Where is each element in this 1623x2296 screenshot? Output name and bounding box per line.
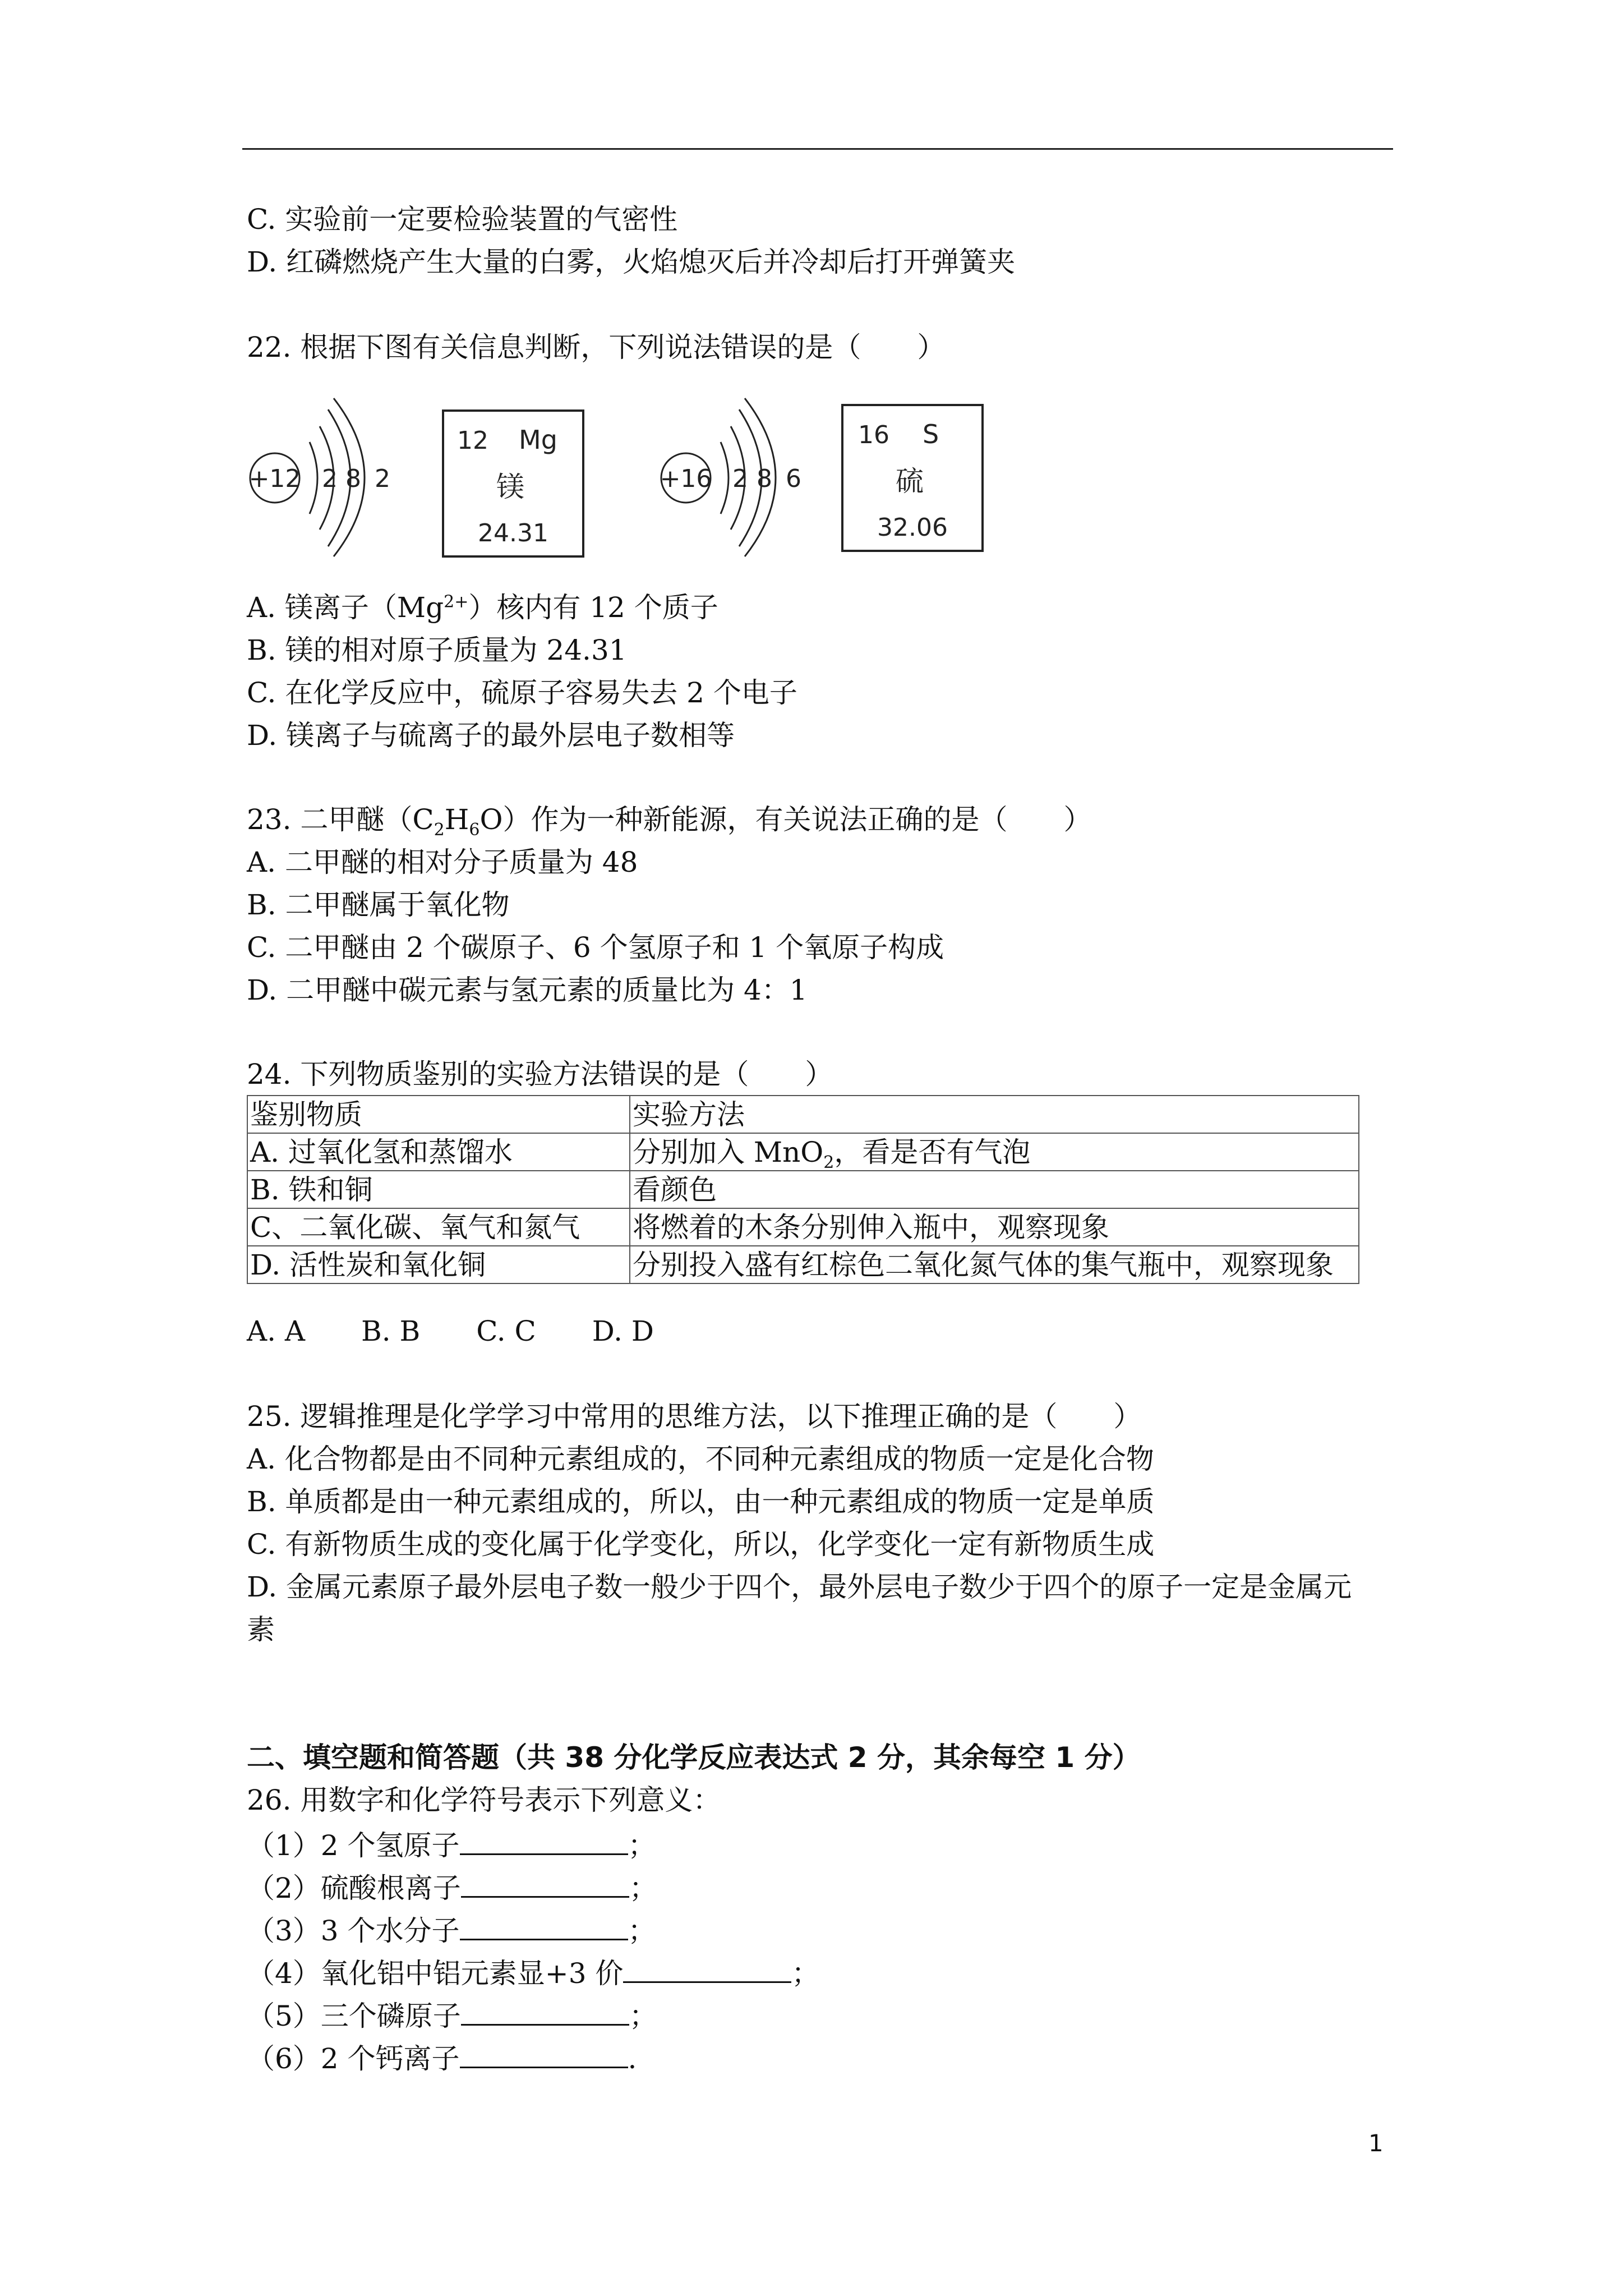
q24-stem: 24. 下列物质鉴别的实验方法错误的是（ ） <box>247 1058 833 1091</box>
answer-blank[interactable] <box>623 1957 791 1983</box>
answer-blank[interactable] <box>461 1871 629 1898</box>
table-cell-method: 分别加入 MnO$_2$，看是否有气泡 <box>630 1133 1359 1171</box>
q26-item-3: （3）3 个水分子 ； <box>247 1915 656 1947</box>
q25-stem: 25. 逻辑推理是化学学习中常用的思维方法，以下推理正确的是（ ） <box>247 1400 1142 1433</box>
table-row <box>247 1208 1359 1246</box>
q26-item-4: （4）氧化铝中铝元素显+3 价 ； <box>247 1957 820 1990</box>
table-cell-substance: B. 铁和铜 <box>247 1171 630 1208</box>
s-element-cell <box>842 405 983 551</box>
table-row <box>247 1171 1359 1208</box>
answer-blank[interactable] <box>460 2042 628 2068</box>
atom-structure-figure <box>241 376 993 567</box>
q23-option-c: C. 二甲醚由 2 个碳原子、6 个氢原子和 1 个氧原子构成 <box>247 931 944 964</box>
table-header-row <box>247 1096 1359 1133</box>
s-shell-1: 2 <box>732 464 748 493</box>
mg-shell-1: 2 <box>322 464 338 493</box>
q26-item-5: （5）三个磷原子 ； <box>247 2000 657 2032</box>
table-header-substance: 鉴别物质 <box>247 1096 630 1133</box>
table-cell-method: 将燃着的木条分别伸入瓶中，观察现象 <box>630 1208 1359 1246</box>
q25-option-a: A. 化合物都是由不同种元素组成的，不同种元素组成的物质一定是化合物 <box>247 1443 1154 1475</box>
table-cell-method: 分别投入盛有红棕色二氧化氮气体的集气瓶中，观察现象 <box>630 1246 1359 1283</box>
mg-atomic-number: 12 <box>457 426 488 455</box>
table-cell-substance: C、二氧化碳、氧气和氮气 <box>247 1208 630 1246</box>
table-header-method: 实验方法 <box>630 1096 1359 1133</box>
s-symbol: S <box>923 419 939 449</box>
answer-blank[interactable] <box>460 1914 628 1940</box>
section-heading: 二、填空题和简答题（共 38 分化学反应表达式 2 分，其余每空 1 分） <box>247 1741 1141 1774</box>
q22-stem: 22. 根据下图有关信息判断，下列说法错误的是（ ） <box>247 331 946 364</box>
q26-item-6: （6）2 个钙离子 . <box>247 2042 637 2075</box>
q22-option-a: A. 镁离子$(Mg^{2+})$核内有 12 个质子 <box>247 591 718 624</box>
q24-table <box>247 1095 1359 1284</box>
answer-blank[interactable] <box>461 1999 629 2026</box>
s-shell-3: 6 <box>786 464 801 493</box>
table-cell-method: 看颜色 <box>630 1171 1359 1208</box>
q24-answer-options: A. A B. B C. C D. D <box>247 1315 654 1347</box>
table-cell-substance: A. 过氧化氢和蒸馏水 <box>247 1133 630 1171</box>
q26-item-2: （2）硫酸根离子 ； <box>247 1872 657 1904</box>
q23-option-b: B. 二甲醚属于氧化物 <box>247 889 510 921</box>
q21-option-d: D. 红磷燃烧产生大量的白雾，火焰熄灭后并冷却后打开弹簧夹 <box>247 246 1016 278</box>
mg-mass: 24.31 <box>478 519 548 547</box>
q25-option-b: B. 单质都是由一种元素组成的，所以，由一种元素组成的物质一定是单质 <box>247 1485 1155 1518</box>
s-mass: 32.06 <box>877 513 948 542</box>
mg-nucleus-charge: +12 <box>248 464 301 493</box>
table-cell-substance: D. 活性炭和氧化铜 <box>247 1246 630 1283</box>
q23-option-d: D. 二甲醚中碳元素与氢元素的质量比为 4：1 <box>247 974 808 1006</box>
page-number: 1 <box>1368 2129 1384 2157</box>
q25-option-d: D. 金属元素原子最外层电子数一般少于四个，最外层电子数少于四个的原子一定是金属元 <box>247 1571 1352 1603</box>
mg-symbol: Mg <box>519 425 557 455</box>
s-name: 硫 <box>896 465 924 498</box>
s-shell-2: 8 <box>757 464 772 493</box>
answer-blank[interactable] <box>460 1829 628 1855</box>
mg-atom-diagram <box>249 398 390 556</box>
q23-stem: 23. 二甲醚$(C_2H_6O)$作为一种新能源，有关说法正确的是（ ） <box>247 803 1092 840</box>
header-rule <box>242 148 1393 150</box>
mg-element-cell <box>443 411 583 556</box>
q26-stem: 26. 用数字和化学符号表示下列意义： <box>247 1784 721 1816</box>
q25-option-c: C. 有新物质生成的变化属于化学变化，所以，化学变化一定有新物质生成 <box>247 1528 1155 1561</box>
q25-option-d-wrap: 素 <box>247 1613 275 1646</box>
mg-shell-3: 2 <box>375 464 390 493</box>
q23-option-a: A. 二甲醚的相对分子质量为 48 <box>247 846 638 878</box>
table-row <box>247 1246 1359 1283</box>
mg-name: 镁 <box>496 471 524 503</box>
q22-option-c: C. 在化学反应中，硫原子容易失去 2 个电子 <box>247 677 797 709</box>
q22-option-b: B. 镁的相对原子质量为 24.31 <box>247 634 627 666</box>
s-nucleus-charge: +16 <box>660 464 712 493</box>
q21-option-c: C. 实验前一定要检验装置的气密性 <box>247 203 678 236</box>
table-row <box>247 1133 1359 1171</box>
s-atom-diagram <box>660 398 801 556</box>
s-atomic-number: 16 <box>858 421 889 449</box>
mg-shell-2: 8 <box>345 464 361 493</box>
q26-item-1: （1）2 个氢原子 ； <box>247 1829 656 1862</box>
q22-option-d: D. 镁离子与硫离子的最外层电子数相等 <box>247 719 735 752</box>
